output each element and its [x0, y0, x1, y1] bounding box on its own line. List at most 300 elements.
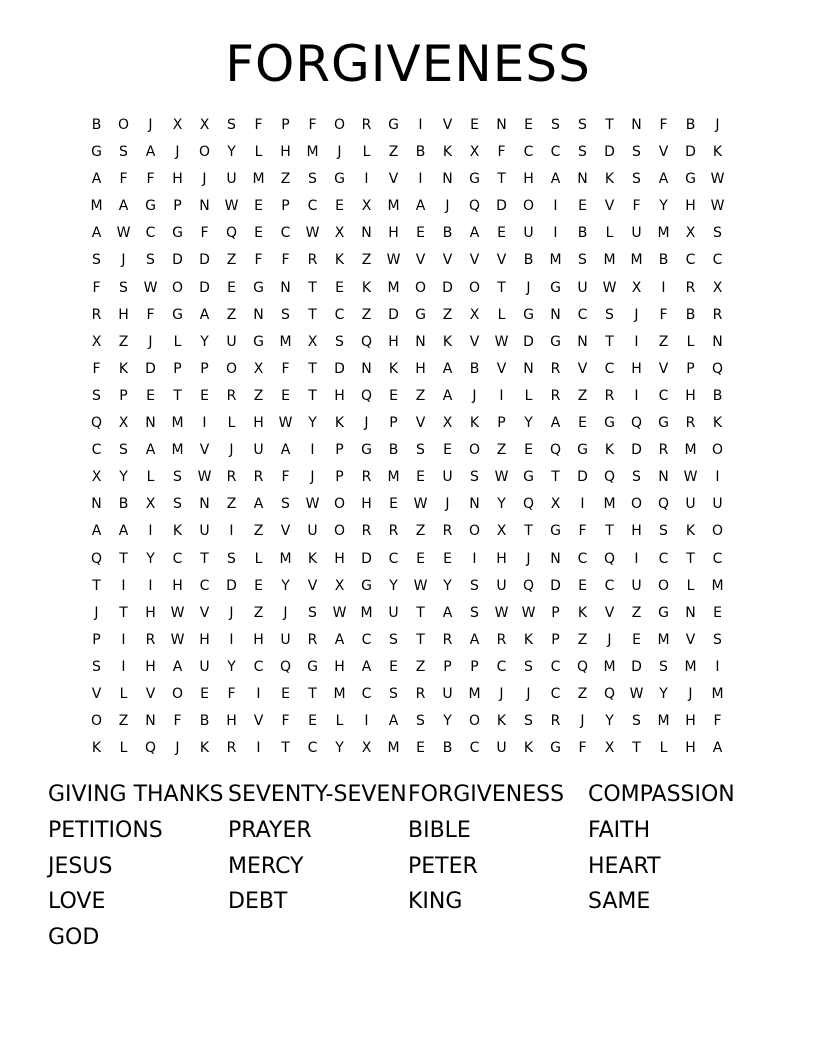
grid-letter: X	[118, 415, 129, 432]
grid-letter: Y	[659, 198, 668, 215]
grid-letter: G	[523, 306, 534, 323]
grid-letter: L	[335, 713, 344, 730]
grid-letter: H	[631, 523, 642, 540]
grid-letter: X	[604, 740, 615, 757]
grid-letter: U	[199, 658, 210, 675]
grid-letter: L	[146, 469, 155, 486]
grid-letter: X	[550, 496, 561, 513]
grid-letter: D	[334, 360, 345, 377]
grid-letter: O	[468, 442, 481, 459]
grid-letter: T	[281, 740, 290, 757]
grid-letter: Q	[279, 658, 292, 675]
grid-letter: G	[361, 442, 372, 459]
grid-letter: D	[442, 279, 453, 296]
grid-letter: G	[469, 171, 480, 188]
grid-letter: A	[658, 171, 669, 188]
grid-letter: H	[415, 360, 426, 377]
grid-letter: G	[685, 171, 696, 188]
grid-letter: R	[496, 631, 507, 648]
grid-letter: R	[145, 631, 156, 648]
grid-letter: B	[388, 442, 399, 459]
grid-letter: W	[494, 604, 509, 621]
grid-letter: T	[308, 360, 317, 377]
grid-letter: F	[119, 171, 128, 188]
grid-letter: G	[307, 658, 318, 675]
grid-letter: A	[280, 442, 291, 459]
grid-letter: Q	[90, 415, 103, 432]
grid-letter: C	[523, 144, 534, 161]
grid-letter: K	[172, 523, 183, 540]
grid-letter: T	[605, 523, 614, 540]
grid-letter: C	[577, 550, 588, 567]
grid-letter: Q	[468, 198, 481, 215]
grid-letter: U	[199, 523, 210, 540]
grid-letter: X	[334, 225, 345, 242]
grid-letter: S	[713, 631, 722, 648]
grid-letter: G	[415, 306, 426, 323]
grid-letter: M	[360, 604, 373, 621]
grid-letter: G	[334, 171, 345, 188]
grid-letter: Z	[631, 604, 642, 621]
grid-letter: Z	[415, 387, 426, 404]
grid-letter: N	[145, 713, 156, 730]
grid-letter: L	[605, 225, 614, 242]
grid-letter: P	[686, 360, 695, 377]
grid-letter: V	[469, 252, 480, 269]
grid-letter: K	[712, 144, 723, 161]
grid-letter: N	[685, 604, 696, 621]
grid-letter: E	[200, 387, 209, 404]
grid-letter: O	[468, 279, 481, 296]
grid-letter: T	[632, 740, 641, 757]
grid-letter: E	[578, 415, 587, 432]
grid-letter: U	[523, 225, 534, 242]
grid-letter: D	[631, 442, 642, 459]
grid-letter: I	[553, 225, 558, 242]
grid-letter: B	[685, 306, 696, 323]
grid-letter: N	[442, 171, 453, 188]
grid-letter: S	[389, 631, 398, 648]
grid-letter: B	[442, 225, 453, 242]
grid-letter: W	[413, 496, 428, 513]
grid-letter: G	[550, 333, 561, 350]
word-list-item: BIBLE	[408, 817, 471, 843]
grid-letter: S	[632, 713, 641, 730]
grid-letter: N	[550, 306, 561, 323]
grid-letter: X	[712, 279, 723, 296]
grid-letter: J	[472, 387, 477, 404]
grid-letter: R	[550, 387, 561, 404]
grid-letter: V	[91, 685, 102, 702]
grid-letter: C	[685, 252, 696, 269]
grid-letter: I	[121, 577, 126, 594]
grid-letter: L	[173, 333, 182, 350]
grid-letter: C	[496, 658, 507, 675]
grid-letter: P	[173, 360, 182, 377]
grid-letter: Q	[360, 333, 373, 350]
grid-letter: F	[632, 198, 641, 215]
grid-letter: Q	[144, 740, 157, 757]
grid-letter: A	[145, 144, 156, 161]
grid-letter: S	[578, 252, 587, 269]
grid-letter: H	[685, 713, 696, 730]
grid-letter: F	[173, 713, 182, 730]
grid-letter: P	[281, 117, 290, 133]
grid-letter: Y	[335, 740, 344, 757]
grid-letter: T	[119, 550, 128, 567]
grid-letter: A	[172, 658, 183, 675]
grid-letter: K	[523, 631, 534, 648]
word-list	[48, 777, 768, 956]
grid-letter: Y	[524, 415, 533, 432]
grid-letter: U	[631, 225, 642, 242]
grid-letter: S	[524, 658, 533, 675]
grid-letter: S	[416, 442, 425, 459]
grid-letter: E	[335, 279, 344, 296]
grid-letter: E	[416, 225, 425, 242]
grid-letter: G	[145, 198, 156, 215]
grid-letter: E	[146, 387, 155, 404]
grid-letter: J	[148, 117, 153, 133]
grid-letter: I	[364, 713, 369, 730]
grid-letter: O	[171, 685, 184, 702]
grid-letter: V	[199, 442, 210, 459]
grid-letter: L	[254, 144, 263, 161]
grid-letter: A	[334, 631, 345, 648]
grid-letter: V	[253, 713, 264, 730]
grid-letter: P	[92, 631, 101, 648]
grid-letter: A	[361, 658, 372, 675]
grid-letter: D	[550, 577, 561, 594]
grid-letter: Z	[226, 252, 237, 269]
grid-letter: R	[550, 360, 561, 377]
grid-letter: F	[308, 117, 317, 133]
grid-letter: T	[416, 631, 425, 648]
grid-letter: X	[145, 496, 156, 513]
grid-letter: X	[442, 415, 453, 432]
grid-letter: N	[361, 360, 372, 377]
grid-letter: C	[361, 685, 372, 702]
grid-letter: C	[604, 360, 615, 377]
grid-letter: I	[634, 333, 639, 350]
grid-letter: T	[92, 577, 101, 594]
grid-letter: E	[713, 604, 722, 621]
grid-letter: Y	[497, 496, 506, 513]
grid-letter: O	[657, 577, 670, 594]
grid-letter: X	[685, 225, 696, 242]
grid-letter: M	[306, 144, 319, 161]
grid-letter: H	[226, 713, 237, 730]
grid-letter: M	[684, 442, 697, 459]
grid-letter: L	[524, 387, 533, 404]
grid-letter: C	[712, 550, 723, 567]
grid-letter: N	[199, 496, 210, 513]
grid-letter: R	[226, 469, 237, 486]
grid-letter: P	[470, 658, 479, 675]
grid-letter: J	[175, 740, 180, 757]
grid-letter: S	[92, 658, 101, 675]
grid-letter: A	[253, 496, 264, 513]
grid-letter: J	[445, 198, 450, 215]
grid-letter: C	[550, 685, 561, 702]
grid-letter: F	[92, 360, 101, 377]
grid-letter: J	[526, 685, 531, 702]
grid-letter: S	[335, 333, 344, 350]
grid-letter: S	[713, 225, 722, 242]
grid-letter: J	[229, 604, 234, 621]
grid-letter: C	[307, 740, 318, 757]
grid-letter: Y	[659, 685, 668, 702]
grid-letter: I	[472, 550, 477, 567]
grid-letter: I	[121, 658, 126, 675]
grid-letter: E	[524, 117, 533, 133]
grid-letter: G	[172, 225, 183, 242]
grid-letter: Q	[522, 577, 535, 594]
grid-letter: E	[308, 713, 317, 730]
grid-letter: O	[333, 523, 346, 540]
grid-letter: S	[92, 252, 101, 269]
grid-letter: H	[631, 360, 642, 377]
grid-letter: O	[468, 523, 481, 540]
grid-letter: P	[335, 469, 344, 486]
grid-letter: Q	[603, 469, 616, 486]
grid-letter: O	[468, 713, 481, 730]
grid-letter: R	[442, 523, 453, 540]
grid-letter: J	[715, 117, 720, 133]
grid-letter: D	[577, 469, 588, 486]
grid-letter: W	[629, 685, 644, 702]
grid-letter: S	[146, 252, 155, 269]
grid-letter: I	[256, 685, 261, 702]
grid-letter: M	[711, 685, 724, 702]
grid-letter: Y	[389, 577, 398, 594]
grid-letter: C	[91, 442, 102, 459]
grid-letter: H	[685, 198, 696, 215]
grid-letter: Q	[549, 442, 562, 459]
grid-letter: K	[442, 333, 453, 350]
grid-letter: U	[712, 496, 723, 513]
grid-letter: H	[172, 171, 183, 188]
grid-letter: J	[607, 631, 612, 648]
grid-letter: J	[580, 713, 585, 730]
grid-letter: L	[497, 306, 506, 323]
grid-letter: Z	[253, 523, 264, 540]
grid-letter: Z	[118, 333, 129, 350]
grid-letter: Y	[227, 144, 236, 161]
grid-letter: S	[578, 144, 587, 161]
grid-letter: P	[173, 198, 182, 215]
grid-letter: Q	[225, 225, 238, 242]
grid-letter: R	[226, 740, 237, 757]
grid-letter: F	[659, 306, 668, 323]
grid-letter: K	[469, 415, 480, 432]
grid-letter: X	[199, 117, 210, 133]
grid-letter: W	[683, 469, 698, 486]
grid-letter: W	[197, 469, 212, 486]
grid-letter: F	[281, 360, 290, 377]
grid-letter: Z	[253, 604, 264, 621]
grid-letter: X	[172, 117, 183, 133]
grid-letter: L	[119, 685, 128, 702]
grid-letter: U	[631, 577, 642, 594]
grid-letter: D	[226, 577, 237, 594]
grid-letter: B	[469, 360, 480, 377]
grid-letter: Z	[658, 333, 669, 350]
grid-letter: C	[145, 225, 156, 242]
grid-letter: F	[254, 117, 263, 133]
grid-letter: C	[658, 387, 669, 404]
grid-letter: R	[604, 387, 615, 404]
grid-letter: D	[523, 333, 534, 350]
grid-letter: Q	[576, 658, 589, 675]
grid-letter: H	[388, 225, 399, 242]
grid-letter: Q	[630, 415, 643, 432]
grid-letter: Y	[308, 415, 317, 432]
grid-letter: E	[524, 442, 533, 459]
grid-letter: M	[603, 658, 616, 675]
grid-letter: S	[308, 171, 317, 188]
grid-letter: W	[710, 171, 725, 188]
grid-letter: D	[361, 550, 372, 567]
grid-letter: W	[305, 225, 320, 242]
grid-letter: D	[172, 252, 183, 269]
grid-letter: N	[253, 306, 264, 323]
grid-letter: W	[413, 577, 428, 594]
grid-letter: T	[308, 685, 317, 702]
grid-letter: C	[577, 306, 588, 323]
grid-letter: Q	[603, 550, 616, 567]
grid-letter: R	[685, 415, 696, 432]
grid-letter: P	[119, 387, 128, 404]
grid-letter: M	[279, 333, 292, 350]
grid-letter: F	[281, 252, 290, 269]
grid-letter: F	[146, 171, 155, 188]
grid-letter: M	[603, 496, 616, 513]
grid-letter: H	[388, 333, 399, 350]
grid-letter: N	[631, 117, 642, 133]
grid-letter: D	[145, 360, 156, 377]
grid-letter: P	[389, 415, 398, 432]
grid-letter: Q	[522, 496, 535, 513]
grid-letter: T	[551, 469, 560, 486]
grid-letter: R	[442, 631, 453, 648]
grid-letter: S	[92, 387, 101, 404]
grid-letter: S	[281, 306, 290, 323]
grid-letter: V	[685, 631, 696, 648]
grid-letter: D	[604, 144, 615, 161]
grid-letter: R	[361, 117, 372, 133]
grid-letter: E	[416, 740, 425, 757]
grid-letter: L	[686, 577, 695, 594]
grid-letter: E	[281, 685, 290, 702]
grid-letter: M	[684, 658, 697, 675]
grid-letter: S	[389, 685, 398, 702]
grid-letter: G	[658, 604, 669, 621]
grid-letter: T	[200, 550, 209, 567]
grid-letter: H	[253, 415, 264, 432]
grid-letter: N	[712, 333, 723, 350]
grid-letter: V	[604, 604, 615, 621]
grid-letter: I	[121, 631, 126, 648]
grid-letter: O	[171, 279, 184, 296]
grid-letter: V	[280, 523, 291, 540]
grid-letter: U	[280, 631, 291, 648]
grid-letter: W	[386, 252, 401, 269]
grid-letter: Z	[415, 523, 426, 540]
grid-letter: W	[170, 604, 185, 621]
grid-letter: M	[657, 225, 670, 242]
word-list-item: GOD	[48, 925, 100, 951]
grid-letter: W	[278, 415, 293, 432]
grid-letter: N	[469, 496, 480, 513]
grid-letter: B	[523, 252, 534, 269]
grid-letter: S	[659, 523, 668, 540]
grid-letter: H	[685, 740, 696, 757]
grid-letter: V	[496, 360, 507, 377]
grid-letter: X	[496, 523, 507, 540]
grid-letter: R	[253, 469, 264, 486]
grid-letter: U	[226, 333, 237, 350]
grid-letter: M	[171, 442, 184, 459]
grid-letter: C	[550, 658, 561, 675]
grid-letter: V	[415, 252, 426, 269]
grid-letter: E	[254, 577, 263, 594]
grid-letter: E	[281, 387, 290, 404]
grid-letter: S	[470, 577, 479, 594]
grid-letter: E	[389, 387, 398, 404]
grid-letter: X	[253, 360, 264, 377]
grid-letter: O	[333, 117, 346, 133]
grid-letter: A	[712, 740, 723, 757]
grid-letter: H	[145, 658, 156, 675]
grid-letter: E	[443, 442, 452, 459]
grid-letter: A	[118, 523, 129, 540]
grid-letter: X	[91, 333, 102, 350]
grid-letter: D	[199, 279, 210, 296]
grid-letter: V	[307, 577, 318, 594]
grid-letter: K	[334, 252, 345, 269]
word-list-item: PETITIONS	[48, 817, 163, 843]
grid-letter: B	[658, 252, 669, 269]
grid-letter: M	[387, 469, 400, 486]
grid-letter: V	[442, 117, 453, 133]
grid-letter: A	[550, 415, 561, 432]
grid-letter: U	[685, 496, 696, 513]
word-list-item: SAME	[588, 889, 651, 915]
grid-letter: L	[254, 550, 263, 567]
grid-letter: M	[468, 685, 481, 702]
grid-letter: F	[281, 469, 290, 486]
grid-letter: R	[415, 685, 426, 702]
grid-letter: C	[550, 144, 561, 161]
grid-letter: M	[657, 631, 670, 648]
grid-letter: I	[418, 117, 423, 133]
grid-letter: K	[388, 360, 399, 377]
grid-letter: I	[661, 279, 666, 296]
grid-letter: J	[445, 496, 450, 513]
grid-letter: F	[227, 685, 236, 702]
grid-letter: W	[143, 279, 158, 296]
grid-letter: A	[199, 306, 210, 323]
grid-letter: N	[199, 198, 210, 215]
grid-letter: I	[229, 523, 234, 540]
grid-letter: D	[685, 144, 696, 161]
grid-letter: H	[253, 631, 264, 648]
grid-letter: A	[91, 171, 102, 188]
grid-letter: M	[252, 171, 265, 188]
grid-letter: X	[469, 306, 480, 323]
grid-letter: U	[496, 577, 507, 594]
